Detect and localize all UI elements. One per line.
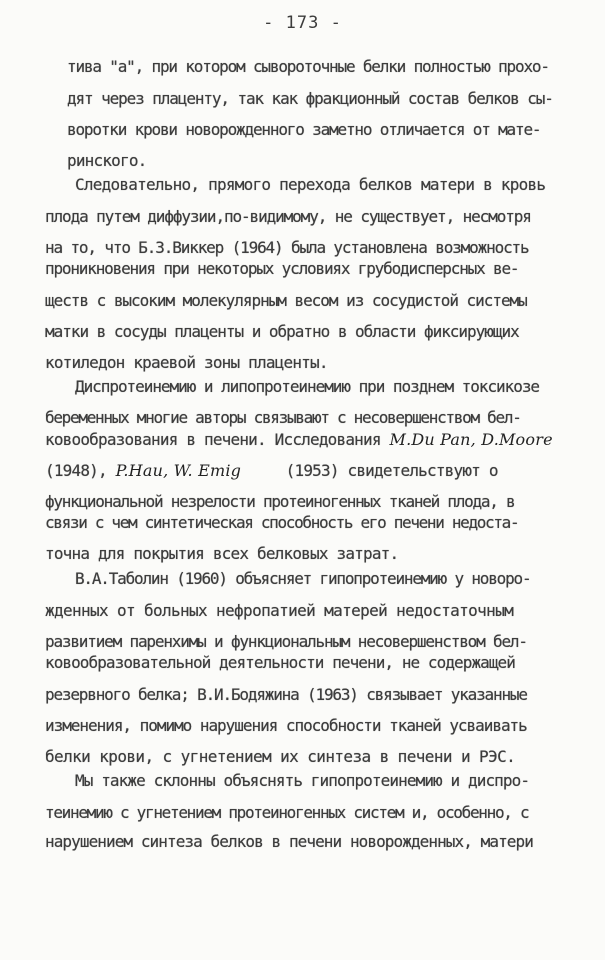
text-line <box>45 654 515 672</box>
typed-text: матки в сосуды плаценты и обратно в области фиксирующих <box>45 322 519 341</box>
text-line <box>45 717 527 735</box>
typed-text: резервного белка; В.И.Бодяжина (1963) связывает указанные <box>45 685 527 704</box>
typed-text: связи с чем синтетическая способность его печени недоста- <box>45 513 519 532</box>
text-line <box>45 633 527 651</box>
handwritten-author-names: M.Du Pan, D.Moore <box>389 430 553 449</box>
text-line <box>45 686 527 704</box>
typed-text: беременных многие авторы связывают с несовершенством бел- <box>45 408 521 427</box>
text-line <box>75 176 545 194</box>
text-line <box>75 570 530 588</box>
text-line <box>67 152 147 170</box>
text-line <box>45 804 528 822</box>
typed-text: ковообразовательной деятельности печени, не содержащей <box>45 653 515 672</box>
typed-text: проникновения при некоторых условиях грубодисперсных ве- <box>45 259 519 278</box>
typed-text: воротки крови новорожденного заметно отличается от мате- <box>67 120 541 139</box>
typed-text: точна для покрытия всех белковых затрат. <box>45 544 399 563</box>
text-line <box>45 602 513 620</box>
text-line <box>45 409 521 427</box>
typed-text: Мы также склонны объяснять гипопротеинемию и диспро- <box>75 771 530 790</box>
typed-text: жденных от больных нефропатией матерей недостаточным <box>45 601 514 620</box>
text-line <box>45 514 518 532</box>
text-line <box>45 748 515 766</box>
typed-text: ществ с высоким молекулярным весом из сосудистой системы <box>45 291 527 310</box>
typed-text: теинемию с угнетением протеиногенных систем и, особенно, с <box>45 803 529 822</box>
text-line <box>45 323 519 341</box>
text-line <box>45 260 518 278</box>
text-line <box>45 545 398 563</box>
typed-text: плода путем диффузии,по-видимому, не существует, несмотря <box>45 207 531 226</box>
text-line <box>67 90 553 108</box>
text-line <box>45 431 553 449</box>
text-line <box>45 208 531 226</box>
typed-text: дят через плаценту, так как фракционный состав белков сы- <box>67 89 553 108</box>
typed-text: ковообразования в печени. Исследования <box>45 430 390 449</box>
typed-text: функциональной незрелости протеиногенных тканей плода, в <box>45 492 515 511</box>
text-line <box>75 772 529 790</box>
typed-text: на то, что Б.З.Виккер (1964) была установлена возможность <box>45 238 529 257</box>
text-line <box>45 462 498 480</box>
handwritten-author-names: P.Hau, W. Emig <box>115 461 242 480</box>
typed-text: ринского. <box>67 151 147 170</box>
typed-text: (1953) свидетельствуют о <box>285 461 498 480</box>
typed-text: (1948), <box>45 461 116 480</box>
text-line <box>67 58 549 76</box>
typed-text: Диспротеинемию и липопротеинемию при позднем токсикозе <box>75 377 540 396</box>
text-line <box>45 833 533 851</box>
text-line <box>75 378 539 396</box>
typed-text: Следовательно, прямого перехода белков матери в кровь <box>75 175 546 194</box>
text-line <box>67 121 540 139</box>
typed-text: тива "а", при котором сывороточные белки полностью прохо- <box>67 57 549 76</box>
text-line <box>45 239 529 257</box>
typed-text: изменения, помимо нарушения способности тканей усваивать <box>45 716 527 735</box>
text-line <box>45 493 514 511</box>
text-line <box>45 354 328 372</box>
typed-text: котиледон краевой зоны плаценты. <box>45 353 328 372</box>
typed-text: развитием паренхимы и функциональным несовершенством бел- <box>45 632 527 651</box>
typed-text: нарушением синтеза белков в печени новорожденных, матери <box>45 832 533 851</box>
page-number: - 173 - <box>263 13 342 33</box>
typed-text: белки крови, с угнетением их синтеза в печени и РЭС. <box>45 747 516 766</box>
text-line <box>45 292 527 310</box>
typed-text: В.А.Таболин (1960) объясняет гипопротеинемию у новоро- <box>75 569 531 588</box>
